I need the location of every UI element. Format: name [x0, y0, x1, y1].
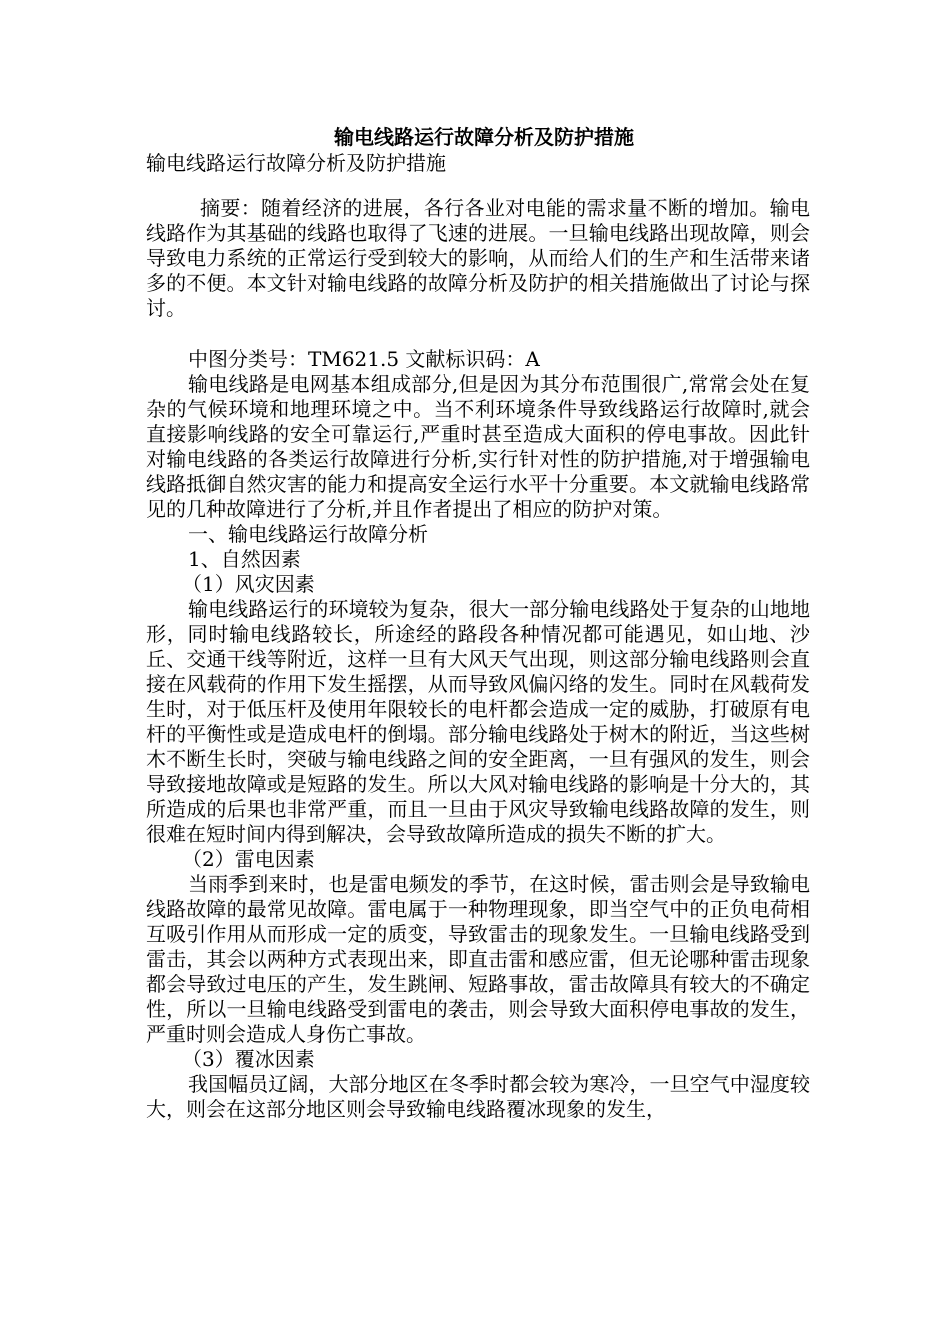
section-heading: 一、输电线路运行故障分析 [188, 522, 428, 546]
abstract-paragraph: 摘要：随着经济的进展，各行各业对电能的需求量不断的增加。输电线路作为其基础的线路也取得了飞速的进展。一旦输电线路出现故障，则会导致电力系统的正常运行受到较大的影响，从而给人们的生产和生活带来诸多的不便。本文针对输电线路的故障分析及防护的相关措施做出了讨论与探讨。 [146, 196, 810, 320]
document-title: 输电线路运行故障分析及防护措施 [334, 125, 634, 149]
subsection-heading: 1、自然因素 [188, 547, 301, 571]
classification-line: 中图分类号：TM621.5 文献标识码：A [188, 347, 540, 371]
lightning-heading: （2）雷电因素 [182, 847, 315, 871]
ice-paragraph: 我国幅员辽阔，大部分地区在冬季时都会较为寒冷，一旦空气中湿度较大，则会在这部分地区则会导致输电线路覆冰现象的发生， [146, 1072, 810, 1121]
wind-heading: （1）风灾因素 [182, 572, 315, 596]
lightning-paragraph: 当雨季到来时，也是雷电频发的季节，在这时候，雷击则会是导致输电线路故障的最常见故障。雷电属于一种物理现象，即当空气中的正负电荷相互吸引作用从而形成一定的质变，导致雷击的现象发生。一旦输电线路受到雷击，其会以两种方式表现出来，即直击雷和感应雷，但无论哪种雷击现象都会导致过电压的产生，发生跳闸、短路事故，雷击故障具有较大的不确定性，所以一旦输电线路受到雷电的袭击，则会导致大面积停电事故的发生，严重时则会造成人身伤亡事故。 [146, 872, 810, 1046]
document-subtitle: 输电线路运行故障分析及防护措施 [146, 151, 446, 175]
ice-heading: （3）覆冰因素 [182, 1047, 315, 1071]
intro-paragraph: 输电线路是电网基本组成部分,但是因为其分布范围很广,常常会处在复杂的气候环境和地理环境之中。当不利环境条件导致线路运行故障时,就会直接影响线路的安全可靠运行,严重时甚至造成大面积的停电事故。因此针对输电线路的各类运行故障进行分析,实行针对性的防护措施,对于增强输电线路抵御自然灾害的能力和提高安全运行水平十分重要。本文就输电线路常见的几种故障进行了分析,并且作者提出了相应的防护对策。 [146, 372, 810, 521]
document-page [146, 124, 810, 1122]
wind-paragraph: 输电线路运行的环境较为复杂，很大一部分输电线路处于复杂的山地地形，同时输电线路较长，所途经的路段各种情况都可能遇见，如山地、沙丘、交通干线等附近，这样一旦有大风天气出现，则这部分输电线路则会直接在风载荷的作用下发生摇摆，从而导致风偏闪络的发生。同时在风载荷发生时，对于低压杆及使用年限较长的电杆都会造成一定的威胁，打破原有电杆的平衡性或是造成电杆的倒塌。部分输电线路处于树木的附近，当这些树木不断生长时，突破与输电线路之间的安全距离，一旦有强风的发生，则会导致接地故障或是短路的发生。所以大风对输电线路的影响是十分大的，其所造成的后果也非常严重，而且一旦由于风灾导致输电线路故障的发生，则很难在短时间内得到解决，会导致故障所造成的损失不断的扩大。 [146, 597, 810, 846]
